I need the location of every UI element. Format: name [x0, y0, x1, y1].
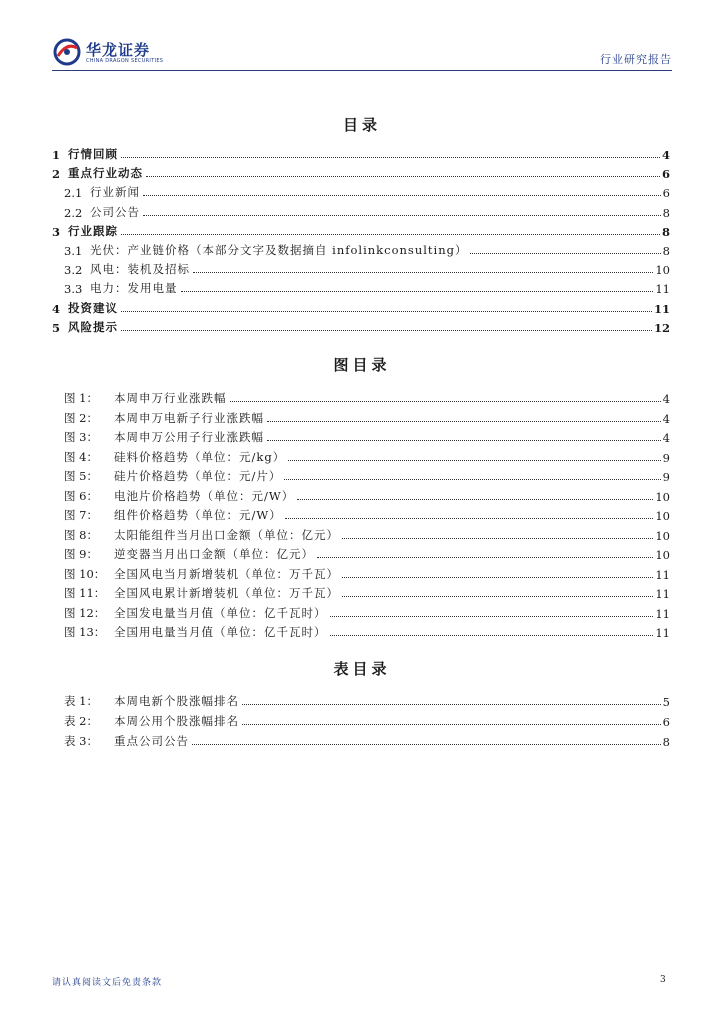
dot-leader: [285, 517, 654, 519]
dot-leader: [342, 595, 653, 597]
entry-number: 图 12：: [64, 605, 106, 620]
entry-page-number: 4: [662, 431, 670, 445]
figure-entry[interactable]: [64, 464, 670, 484]
figure-entry[interactable]: [64, 581, 670, 601]
toc-entry[interactable]: [52, 142, 670, 162]
toc-entry[interactable]: [52, 161, 670, 181]
dot-leader: [121, 233, 660, 235]
dot-leader: [470, 252, 660, 254]
entry-number: 2.2: [64, 205, 83, 220]
entry-label: 风险提示: [68, 319, 118, 334]
toc-entry[interactable]: [64, 180, 670, 200]
dot-leader: [342, 537, 653, 539]
entry-page-number: 11: [655, 626, 670, 640]
entry-number: 图 9：: [64, 547, 98, 561]
toc-entry[interactable]: [52, 296, 670, 316]
dot-leader: [143, 214, 661, 216]
toc-entry[interactable]: [64, 200, 670, 220]
entry-page-number: 10: [655, 263, 670, 278]
entry-page-number: 8: [662, 205, 670, 220]
entry-page-number: 10: [655, 528, 670, 543]
dot-leader: [297, 498, 653, 500]
figure-entry[interactable]: [64, 620, 670, 640]
entry-number: 3: [52, 224, 61, 239]
page-header: [52, 34, 672, 71]
entry-label: 全国风电当月新增装机（单位：万千瓦）: [114, 566, 339, 581]
entry-page-number: 6: [662, 186, 670, 201]
entry-page-number: 4: [662, 411, 670, 426]
entry-label: 行业跟踪: [68, 223, 118, 238]
entry-page-number: 9: [662, 450, 670, 465]
dot-leader: [267, 439, 661, 441]
entry-label: 组件价格趋势（单位：元/W）: [114, 508, 282, 522]
entry-label: 全国用电量当月值（单位：亿千瓦时）: [114, 625, 327, 639]
figure-list-title: 图目录: [333, 356, 391, 374]
entry-label: 太阳能组件当月出口金额（单位：亿元）: [114, 527, 339, 542]
entry-label: 行情回顾: [68, 147, 118, 161]
figure-entry[interactable]: [64, 445, 670, 465]
entry-label: 全国风电累计新增装机（单位：万千瓦）: [114, 586, 339, 600]
entry-label: 投资建议: [68, 300, 118, 315]
entry-page-number: 11: [653, 301, 670, 316]
report-type: 行业研究报告: [600, 53, 672, 66]
entry-page-number: 8: [662, 244, 670, 258]
entry-page-number: 10: [655, 548, 670, 562]
entry-number: 1: [52, 148, 61, 162]
entry-label: 本周公用个股涨幅排名: [114, 714, 239, 728]
figure-entry[interactable]: [64, 542, 670, 562]
entry-label: 重点公司公告: [114, 734, 189, 748]
dot-leader: [143, 194, 661, 196]
entry-page-number: 4: [661, 148, 670, 162]
entry-number: 图 10：: [64, 566, 106, 581]
toc-entry[interactable]: [64, 238, 670, 258]
figure-entry[interactable]: [64, 484, 670, 504]
entry-page-number: 6: [662, 715, 670, 729]
entry-label: 全国发电量当月值（单位：亿千瓦时）: [114, 605, 327, 620]
figure-entry[interactable]: [64, 425, 670, 445]
entry-label: 硅料价格趋势（单位：元/kg）: [114, 449, 286, 464]
toc-title: 目录: [342, 116, 381, 134]
dot-leader: [181, 290, 654, 292]
entry-number: 2: [52, 167, 61, 182]
dot-leader: [121, 310, 652, 312]
entry-label: 本周申万公用子行业涨跌幅: [114, 430, 264, 444]
table-entry[interactable]: [64, 689, 670, 709]
dot-leader: [230, 400, 661, 402]
table-list-title: 表目录: [333, 660, 391, 678]
entry-number: 表 2：: [64, 714, 98, 728]
entry-label: 硅片价格趋势（单位：元/片）: [114, 469, 282, 483]
entry-page-number: 10: [655, 489, 670, 504]
entry-label: 重点行业动态: [68, 166, 143, 181]
entry-number: 表 1：: [64, 694, 98, 708]
entry-label: 本周电新个股涨幅排名: [114, 694, 239, 708]
entry-number: 图 5：: [64, 469, 98, 483]
figure-entry[interactable]: [64, 386, 670, 406]
entry-page-number: 5: [662, 695, 670, 709]
table-entry[interactable]: [64, 709, 670, 729]
entry-number: 5: [52, 320, 61, 335]
dot-leader: [192, 743, 661, 745]
entry-label: 光伏：产业链价格（本部分文字及数据摘自 infolinkconsulting）: [90, 243, 468, 257]
entry-number: 图 6：: [64, 488, 98, 503]
entry-number: 4: [52, 301, 61, 316]
entry-page-number: 8: [661, 224, 670, 239]
dot-leader: [242, 703, 661, 705]
entry-label: 逆变器当月出口金额（单位：亿元）: [114, 547, 314, 561]
figure-entry[interactable]: [64, 503, 670, 523]
toc-entry[interactable]: [52, 315, 670, 335]
entry-page-number: 11: [655, 567, 670, 582]
table-entry[interactable]: [64, 729, 670, 749]
entry-page-number: 11: [655, 282, 670, 297]
entry-page-number: 8: [662, 735, 670, 749]
entry-label: 本周申万行业涨跌幅: [114, 391, 227, 405]
entry-page-number: 6: [661, 167, 670, 182]
dot-leader: [242, 723, 661, 725]
entry-number: 表 3：: [64, 734, 98, 748]
toc-entry[interactable]: [64, 257, 670, 277]
entry-number: 3.3: [64, 282, 83, 297]
entry-number: 3.2: [64, 263, 83, 278]
dot-leader: [146, 175, 660, 177]
dot-leader: [193, 271, 653, 273]
entry-label: 电力：发用电量: [90, 281, 178, 296]
entry-number: 图 13：: [64, 625, 106, 639]
entry-number: 图 2：: [64, 410, 98, 425]
brand-name: 华龙证券: [86, 41, 151, 59]
entry-number: 2.1: [64, 186, 83, 201]
figure-entry[interactable]: [64, 523, 670, 543]
figure-entry[interactable]: [64, 601, 670, 621]
entry-number: 图 3：: [64, 430, 98, 444]
page-number: 3: [660, 975, 666, 985]
company-logo-icon: [52, 38, 82, 66]
entry-number: 3.1: [64, 244, 83, 258]
entry-number: 图 4：: [64, 449, 98, 464]
dot-leader: [284, 478, 660, 480]
entry-page-number: 11: [655, 606, 670, 621]
entry-number: 图 1：: [64, 391, 98, 405]
entry-page-number: 10: [655, 509, 670, 523]
toc-entry[interactable]: [52, 219, 670, 239]
entry-label: 本周申万电新子行业涨跌幅: [114, 410, 264, 425]
disclaimer-note: 请认真阅读文后免责条款: [52, 978, 163, 988]
brand-name-english: CHINA DRAGON SECURITIES: [86, 58, 164, 64]
entry-number: 图 8：: [64, 527, 98, 542]
figure-entry[interactable]: [64, 562, 670, 582]
entry-page-number: 4: [662, 392, 670, 406]
dot-leader: [342, 576, 653, 578]
dot-leader: [267, 420, 661, 422]
entry-number: 图 11：: [64, 586, 106, 600]
dot-leader: [121, 329, 652, 331]
dot-leader: [330, 615, 654, 617]
entry-label: 公司公告: [90, 204, 140, 219]
dot-leader: [121, 156, 660, 158]
entry-page-number: 9: [662, 470, 670, 484]
dot-leader: [317, 556, 653, 558]
dot-leader: [288, 459, 660, 461]
entry-page-number: 12: [653, 320, 670, 335]
entry-label: 电池片价格趋势（单位：元/W）: [114, 488, 295, 503]
toc-entry[interactable]: [64, 276, 670, 296]
figure-entry[interactable]: [64, 406, 670, 426]
entry-page-number: 11: [655, 587, 670, 601]
dot-leader: [330, 634, 654, 636]
entry-number: 图 7：: [64, 508, 98, 522]
entry-label: 行业新闻: [90, 185, 140, 200]
entry-label: 风电：装机及招标: [90, 262, 190, 277]
